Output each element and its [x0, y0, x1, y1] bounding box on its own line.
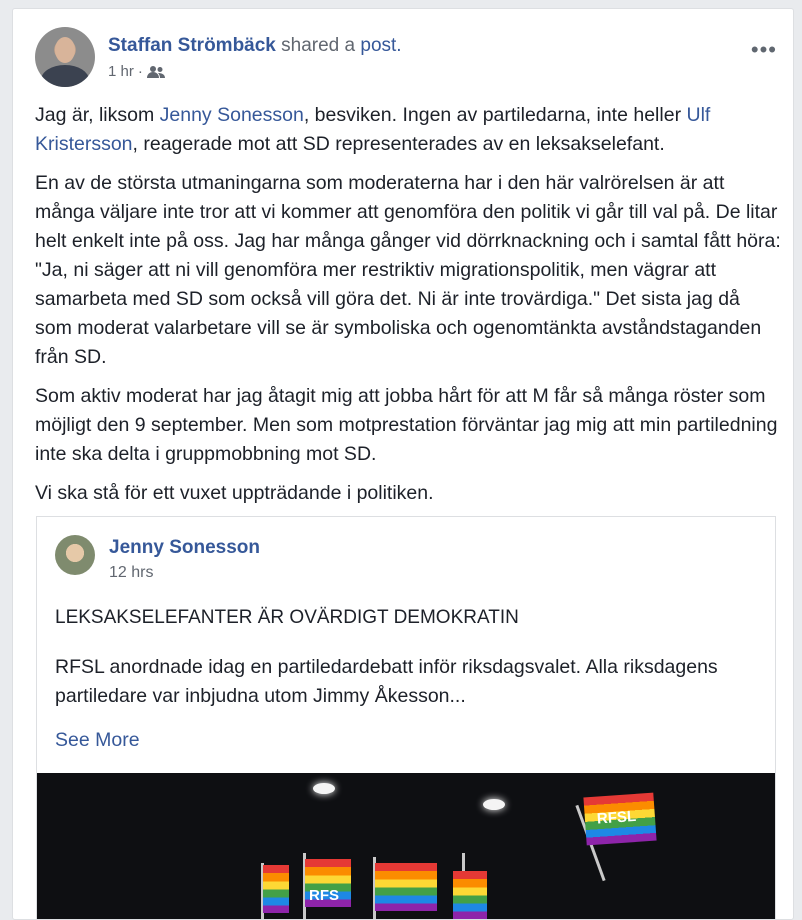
rainbow-flag: [583, 793, 656, 846]
p1-text-a: Jag är, liksom: [35, 104, 160, 126]
paragraph-4: Vi ska stå för ett vuxet uppträdande i politiken.: [35, 482, 434, 504]
shared-text: shared a: [275, 35, 361, 56]
mention-ulf-kristersson[interactable]: Ulf Kristersson: [35, 104, 711, 155]
paragraph-2: En av de största utmaningarna som moderaterna har i den här valrörelsen är att många väljare inte tror att vi kommer att genomföra den politik vi går till val på. De litar helt enkelt inte på oss. Jag har många gånger vid dörrknackning och i samtal fått höra: "Ja, ni säger att ni vill genomföra mer restriktiv migrationspolitik, men vägrar att samarbeta med SD som också vill göra det. Ni är inte trovärdiga." Det sista jag då som moderat valarbetare vill se är symboliska och ogenomtänkta avståndstaganden från SD.: [35, 172, 781, 368]
more-options-icon[interactable]: •••: [750, 37, 777, 62]
shared-author-name[interactable]: Jenny Sonesson: [109, 537, 260, 558]
shared-post-link[interactable]: post.: [360, 35, 402, 56]
shared-post-excerpt: RFSL anordnade idag en partiledardebatt inför riksdagsvalet. Alla riksdagens partiledare var inbjudna utom Jimmy Åkesson...: [55, 656, 718, 707]
p1-text-b: , besviken. Ingen av partiledarna, inte heller: [303, 104, 687, 126]
see-more-link[interactable]: See More: [55, 729, 140, 751]
stage-light: [483, 799, 505, 810]
p1-text-c: , reagerade mot att SD representerades av en leksakselefant.: [132, 133, 665, 155]
shared-post-time[interactable]: 12 hrs: [109, 564, 154, 581]
author-name[interactable]: Staffan Strömbäck: [108, 35, 276, 56]
avatar-face: [55, 37, 75, 63]
post-body: [35, 101, 781, 518]
shared-post-photo[interactable]: [37, 773, 775, 920]
shared-post[interactable]: [36, 516, 776, 920]
post-header: [35, 27, 777, 89]
rainbow-flag: [375, 863, 437, 911]
post-time[interactable]: 1 hr: [108, 63, 134, 80]
shared-author-avatar[interactable]: [55, 535, 95, 575]
author-avatar[interactable]: [35, 27, 95, 87]
post-meta: [108, 63, 165, 80]
meta-separator: ·: [137, 63, 143, 80]
mention-jenny-sonesson[interactable]: Jenny Sonesson: [159, 104, 304, 126]
rainbow-flag: [305, 859, 351, 907]
shared-post-title: LEKSAKSELEFANTER ÄR OVÄRDIGT DEMOKRATIN: [55, 607, 519, 628]
avatar-suit: [41, 65, 89, 87]
flag-text: RFS: [309, 887, 339, 904]
paragraph-3: Som aktiv moderat har jag åtagit mig att jobba hårt för att M får så många röster som möjligt den 9 september. Men som motprestation förväntar jag mig att min partiledning inte ska delta i gruppmobbning mot SD.: [35, 385, 778, 465]
friends-icon[interactable]: [147, 65, 165, 79]
stage-light: [313, 783, 335, 794]
post-card: [12, 8, 794, 920]
paragraph-1: [35, 101, 781, 159]
rainbow-flag: [453, 871, 487, 919]
flag-text: RFSL: [596, 807, 637, 828]
rainbow-flag: [263, 865, 289, 913]
author-line: [108, 35, 402, 57]
